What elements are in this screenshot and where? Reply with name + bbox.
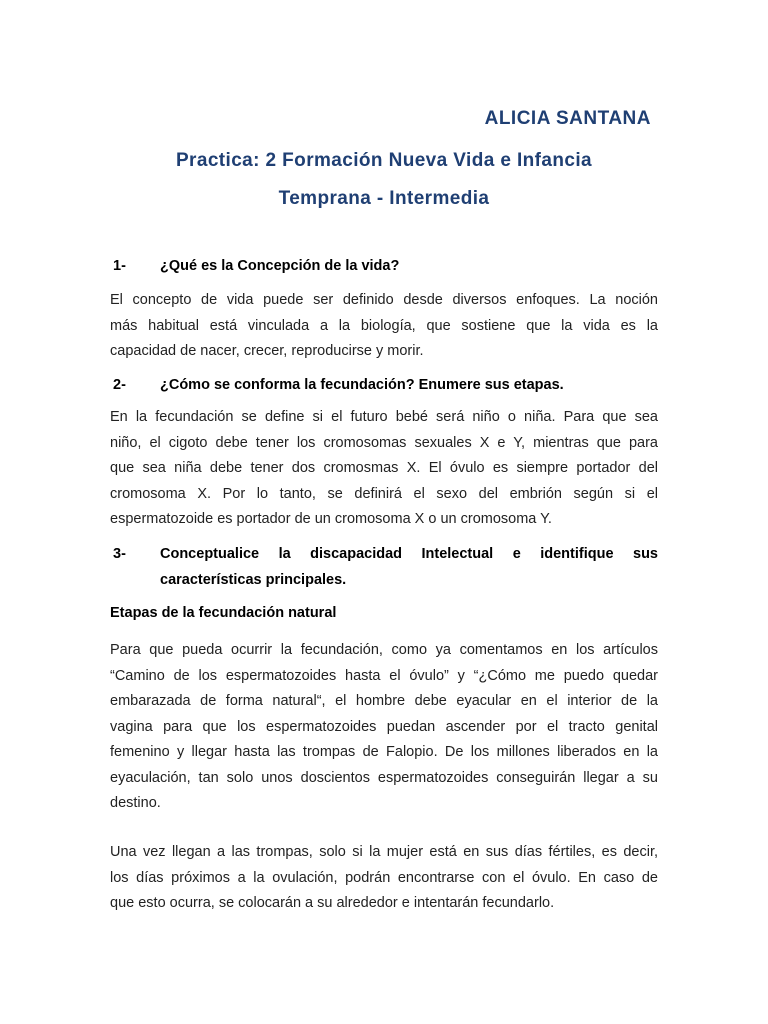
paragraph-2-line: los días próximos a la ovulación, podrán encontrarse con el óvulo. En caso de [110,869,658,886]
answer-1 [110,288,658,365]
title-line-2: Temprana - Intermedia [278,188,490,209]
paragraph-1-line: “Camino de los espermatozoides hasta el óvulo” y “¿Cómo me puedo quedar [110,667,658,684]
question-2-number: 2- [113,377,126,393]
answer-1-line: capacidad de nacer, crecer, reproducirse y morir. [110,343,424,359]
answer-1-line: más habitual está vinculada a la biología, que sostiene que la vida es la [110,317,658,334]
title-line-1: Practica: 2 Formación Nueva Vida e Infancia [175,150,592,171]
section-heading: Etapas de la fecundación natural [110,605,337,621]
paragraph-1-line: femenino y llegar hasta las trompas de Falopio. De los millones liberados en la [110,744,658,760]
paragraph-2-line: que esto ocurra, se colocarán a su alrededor e intentarán fecundarlo. [110,895,555,911]
section-paragraph-1 [110,638,658,817]
question-3-text [160,541,658,593]
question-2 [113,372,658,398]
answer-2-line: En la fecundación se define si el futuro bebé será niño o niña. Para que sea [110,409,658,425]
question-3-number: 3- [113,546,126,562]
question-3-text-line-1: Conceptualice la discapacidad Intelectual e identifique sus [160,546,658,562]
paragraph-1-line: vagina para que los espermatozoides puedan ascender por el tracto genital [110,718,658,735]
paragraph-1-line: eyaculación, tan solo unos doscientos espermatozoides conseguirán llegar a su [110,769,658,786]
paragraph-1-line: Para que pueda ocurrir la fecundación, como ya comentamos en los artículos [110,642,658,658]
paragraph-1-line: embarazada de forma natural“, el hombre debe eyacular en el interior de la [110,693,658,709]
paragraph-1-line: destino. [110,795,161,811]
question-1-number: 1- [113,258,126,274]
answer-2 [110,405,658,533]
paragraph-2-line: Una vez llegan a las trompas, solo si la mujer está en sus días fértiles, es decir, [110,844,658,860]
question-3-text-line-2: características principales. [160,572,347,588]
answer-2-line: cromosoma X. Por lo tanto, se definirá el sexo del embrión según si el [110,485,658,502]
author-name: ALICIA SANTANA [484,108,651,129]
question-1-text: ¿Qué es la Concepción de la vida? [160,258,400,274]
question-3 [113,541,658,593]
answer-2-line: espermatozoide es portador de un cromosoma X o un cromosoma Y. [110,511,552,527]
question-2-text: ¿Cómo se conforma la fecundación? Enumere sus etapas. [160,377,564,393]
section-paragraph-2 [110,840,658,917]
answer-1-line: El concepto de vida puede ser definido desde diversos enfoques. La noción [110,292,658,308]
answer-2-line: niño, el cigoto debe tener los cromosomas sexuales X e Y, mientras que para [110,434,658,451]
answer-2-line: que sea niña debe tener dos cromosmas X. El óvulo es siempre portador del [110,460,658,476]
question-1 [113,253,658,279]
